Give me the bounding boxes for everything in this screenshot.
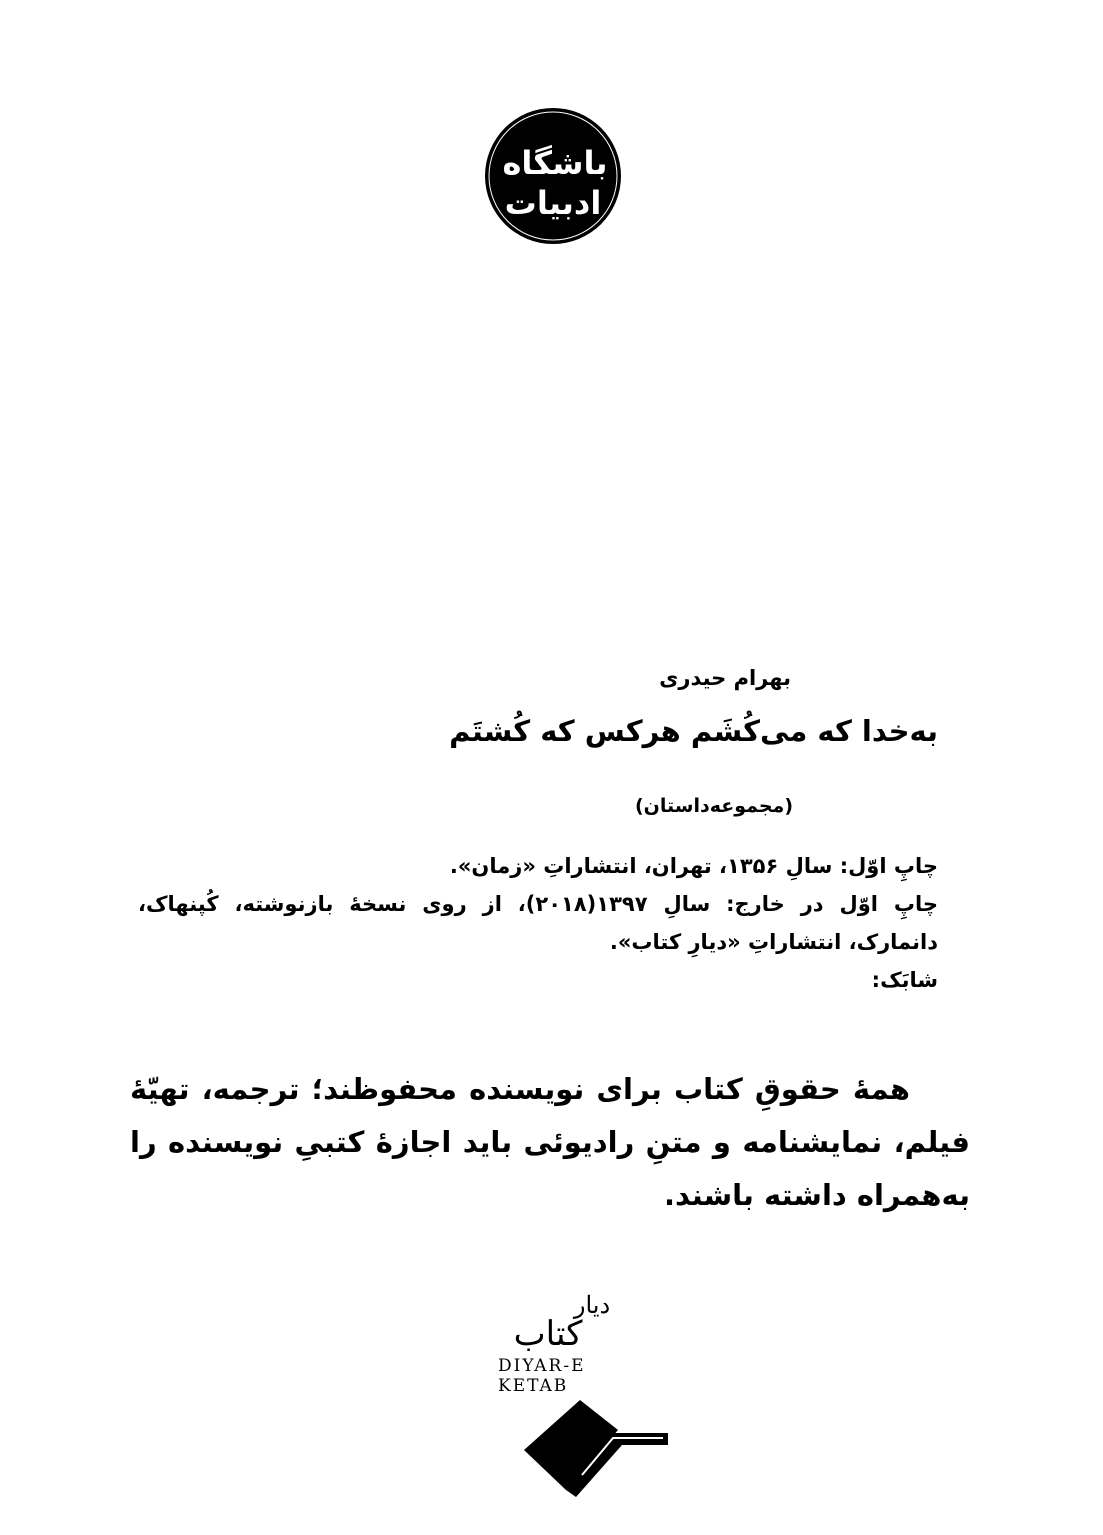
logo-line-2: ادبیات	[504, 184, 602, 222]
open-book-icon	[524, 1400, 668, 1497]
isbn-label: شابَک:	[871, 968, 938, 992]
book-title: به‌خدا که می‌کُشَم هرکس که کُشتَم	[449, 714, 938, 748]
publisher-latin-line-2: KETAB	[498, 1376, 569, 1396]
logo-line-1: باشگاه	[502, 144, 608, 182]
copyright-notice: همهٔ حقوقِ کتاب برای نویسنده محفوظند؛ ترجمه، تهیّهٔ فیلم، نمایشنامه و متنِ رادیوئی باید اجازهٔ کتبیِ نویسنده را به‌همراه داشته باشند.	[130, 1072, 970, 1212]
publisher-script-small: دیار	[573, 1291, 611, 1319]
club-literature-logo	[483, 106, 623, 246]
publisher-logo	[480, 1285, 695, 1500]
publication-info	[138, 847, 968, 999]
publisher-script-large: کتاب	[513, 1314, 583, 1354]
publisher-latin-line-1: DIYAR-E	[498, 1356, 586, 1376]
book-genre: (مجموعه‌داستان)	[634, 795, 793, 817]
first-edition-line: چاپِ اوّل: سالِ ۱۳۵۶، تهران، انتشاراتِ «زمان».	[449, 854, 938, 878]
author-name: بهرام حیدری	[659, 666, 791, 690]
abroad-edition-line: چاپِ اوّل در خارج: سالِ ۱۳۹۷(۲۰۱۸)، از روی نسخهٔ بازنوشته، کُپنهاک، دانمارک، انتشاراتِ «دیارِ کتاب».	[138, 892, 938, 954]
